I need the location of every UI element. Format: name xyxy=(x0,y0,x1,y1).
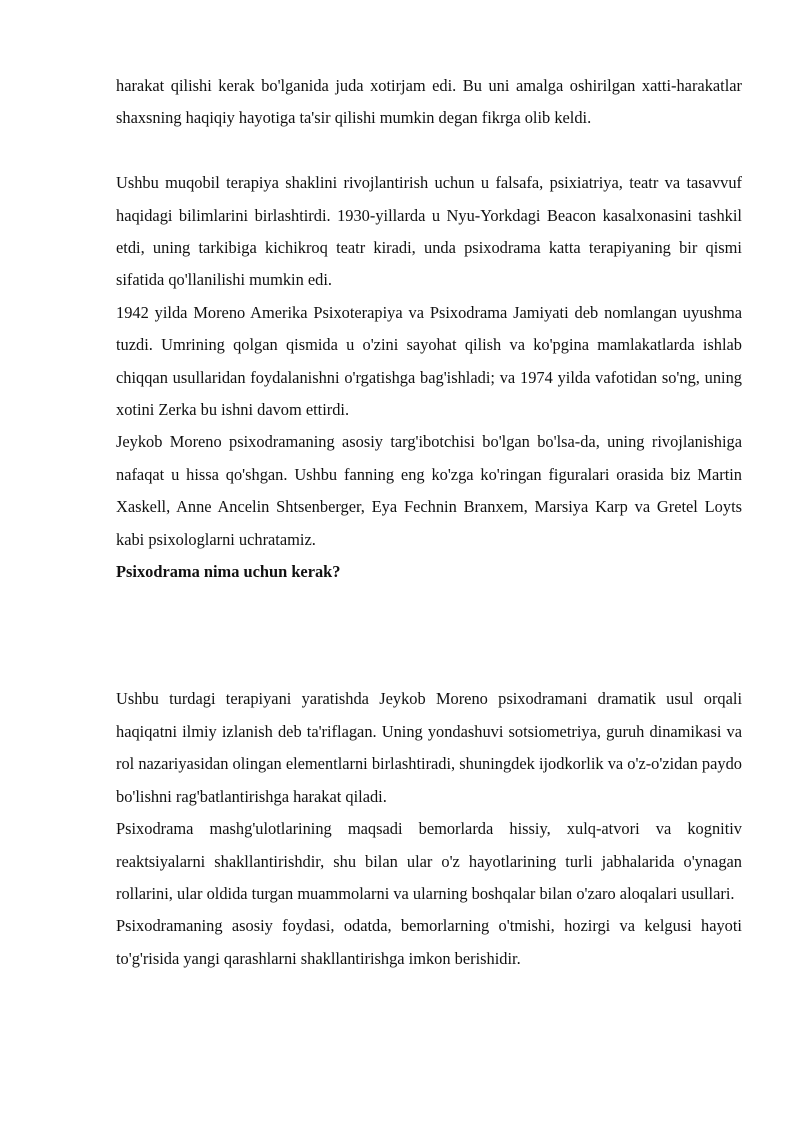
paragraph-4: Jeykob Moreno psixodramaning asosiy targ'ibotchisi bo'lgan bo'lsa-da, uning rivojlanishiga nafaqat u hissa qo'shgan. Ushbu fanning eng ko'zga ko'ringan figuralari orasida biz Martin Xaskell, Anne Ancelin Shtsenberger, Eya Fechnin Branxem, Marsiya Karp va Gretel Loyts kabi psixologlarni uchratamiz. xyxy=(116,432,742,549)
paragraph-spacer xyxy=(116,135,742,167)
paragraph-5: Ushbu turdagi terapiyani yaratishda Jeykob Moreno psixodramani dramatik usul orqali haqiqatni ilmiy izlanish deb ta'riflagan. Uning yondashuvi sotsiometriya, guruh dinamikasi va rol nazariyasidan olingan elementlarni birlashtiradi, shuningdek ijodkorlik va o'z-o'zidan paydo bo'lishni rag'batlantirishga harakat qiladi. xyxy=(116,689,742,806)
section-heading: Psixodrama nima uchun kerak? xyxy=(116,562,341,582)
heading-spacer xyxy=(116,588,742,683)
paragraph-1: harakat qilishi kerak bo'lganida juda xotirjam edi. Bu uni amalga oshirilgan xatti-harakatlar shaxsning haqiqiy hayotiga ta'sir qilishi mumkin degan fikrga olib keldi. xyxy=(116,76,742,128)
paragraph-6: Psixodrama mashg'ulotlarining maqsadi bemorlarda hissiy, xulq-atvori va kognitiv reaktsiyalarni shakllantirishdir, shu bilan ular o'z hayotlarining turli jabhalarida o'ynagan rollarini, ular oldida turgan muammolarni va ularning boshqalar bilan o'zaro aloqalari usullari. xyxy=(116,819,742,903)
paragraph-7: Psixodramaning asosiy foydasi, odatda, bemorlarning o'tmishi, hozirgi va kelgusi hayoti to'g'risida yangi qarashlarni shakllantirishga imkon berishidir. xyxy=(116,916,742,968)
document-page xyxy=(116,70,742,975)
paragraph-2: Ushbu muqobil terapiya shaklini rivojlantirish uchun u falsafa, psixiatriya, teatr va tasavvuf haqidagi bilimlarini birlashtirdi. 1930-yillarda u Nyu-Yorkdagi Beacon kasalxonasini tashkil etdi, uning tarkibiga kichikroq teatr kiradi, unda psixodrama katta terapiyaning bir qismi sifatida qo'llanilishi mumkin edi. xyxy=(116,173,742,290)
paragraph-3: 1942 yilda Moreno Amerika Psixoterapiya va Psixodrama Jamiyati deb nomlangan uyushma tuzdi. Umrining qolgan qismida u o'zini sayohat qilish va ko'pgina mamlakatlarda ishlab chiqqan usullaridan foydalanishni o'rgatishga bag'ishladi; va 1974 yilda vafotidan so'ng, uning xotini Zerka bu ishni davom ettirdi. xyxy=(116,302,742,420)
